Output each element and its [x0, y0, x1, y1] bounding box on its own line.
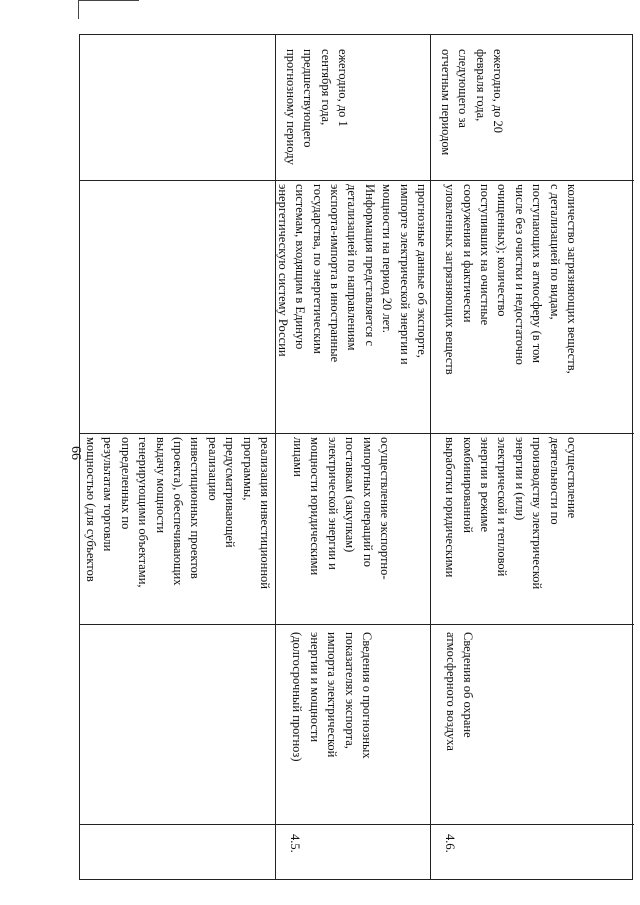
text-line: выработки юридическими	[443, 437, 458, 578]
text-line: реализацию	[205, 437, 220, 501]
text-line: системам, входящим в Единую	[293, 184, 308, 350]
row-4-6-content-cell	[430, 180, 634, 433]
text-line: Информация представляется с	[362, 184, 377, 347]
row-4-6-deadline-cell	[430, 35, 634, 180]
text-line: энергии и (или)	[512, 437, 527, 521]
scan-edge-artifact	[78, 0, 139, 19]
text-line: государства, по энергетическим	[310, 184, 325, 354]
text-line: Сведения об охране	[461, 632, 475, 738]
subject-text	[441, 437, 580, 589]
page-number: 66	[68, 446, 83, 460]
text-line: реализация инвестиционной	[258, 437, 272, 589]
text-line: энергии в режиме	[477, 437, 492, 533]
text-line: инвестиционных проектов	[188, 437, 203, 579]
row-4-6-name-cell	[430, 624, 634, 824]
text-line: определенных по	[118, 437, 133, 530]
text-line: детализацией по направлениям	[345, 184, 360, 351]
text-line: генерирующими объектами,	[136, 437, 151, 588]
text-line: мощностью (для субъектов	[83, 437, 98, 582]
text-line: числе без очистки и недостаточно	[512, 184, 527, 365]
row-4-5-name-cell	[275, 624, 430, 824]
text-line: атмосферного воздуха	[443, 632, 458, 751]
row-continuation-subject-cell	[80, 433, 275, 624]
text-line: уловленных загрязняющих веществ	[443, 184, 458, 375]
text-line: электрической энергии и	[325, 437, 340, 570]
text-line: отчетным периодом	[438, 49, 453, 156]
text-line: следующего за	[456, 49, 471, 128]
text-line: ежегодно, до 1	[336, 49, 350, 127]
text-line: выдачу мощности	[153, 437, 168, 534]
text-line: деятельности по	[547, 437, 562, 525]
text-line: очищенных); количество	[495, 184, 510, 317]
row-number: 4.6.	[443, 834, 457, 853]
subject-text	[289, 437, 393, 580]
row-4-5-deadline-cell	[275, 35, 430, 180]
text-line: количество загрязняющих веществ,	[565, 184, 579, 374]
text-line: импорте электрической энергии и	[397, 184, 412, 365]
text-line: ежегодно, до 20	[491, 49, 505, 134]
text-line: комбинированной	[460, 437, 475, 533]
row-4-5-number-cell	[275, 824, 430, 881]
row-4-6-number-cell	[430, 824, 634, 881]
text-line: энергии и мощности	[307, 632, 322, 743]
subject-text	[80, 437, 273, 589]
report-name-text	[288, 632, 375, 762]
row-4-5-content-cell	[275, 180, 430, 433]
row-number: 4.5.	[288, 834, 302, 853]
text-line: с детализацией по видам,	[547, 184, 562, 320]
text-line: сентября года,	[318, 49, 333, 126]
row-4-6-subject-cell	[430, 433, 634, 624]
text-line: (долгосрочный прогноз)	[290, 632, 305, 762]
text-line: производству электрической	[530, 437, 545, 590]
text-line: результатам торговли	[101, 437, 116, 552]
text-line: осуществление	[565, 437, 579, 519]
text-line: поступающих в атмосферу (в том	[530, 184, 545, 364]
text-line: энергетическую систему России	[275, 184, 290, 357]
text-line: сооружения и фактически	[460, 184, 475, 323]
text-line: предшествующего	[301, 49, 316, 148]
text-line: февраля года,	[473, 49, 488, 122]
text-line: электрической и тепловой	[495, 437, 510, 577]
deadline-text	[436, 49, 506, 155]
text-line: программы,	[240, 437, 255, 501]
row-4-5-subject-cell	[275, 433, 430, 624]
text-line: импортных операций по	[360, 437, 375, 567]
text-line: (проекта), обеспечивающих	[170, 437, 185, 586]
document-table	[79, 34, 633, 880]
text-line: экспорта-импорта в иностранные	[327, 184, 342, 363]
text-line: мощности на период 20 лет.	[380, 184, 395, 333]
report-name-text	[441, 632, 476, 751]
text-line: мощности юридическими	[308, 437, 323, 576]
text-line: осуществление экспортно-	[378, 437, 392, 580]
text-line: прогнозные данные об экспорте,	[415, 184, 429, 358]
content-text	[441, 184, 580, 375]
text-line: поступивших на очистные	[477, 184, 492, 326]
text-line: показателях экспорта,	[342, 632, 357, 749]
text-line: прогнозному периоду	[283, 49, 298, 165]
content-text	[275, 184, 430, 365]
text-line: предусматривающей	[223, 437, 238, 548]
text-line: лицами	[290, 437, 305, 477]
deadline-text	[281, 49, 351, 165]
text-line: импорта электрической	[325, 632, 340, 758]
text-line: поставкам (закупкам)	[343, 437, 358, 553]
text-line: Сведения о прогнозных	[360, 632, 374, 759]
